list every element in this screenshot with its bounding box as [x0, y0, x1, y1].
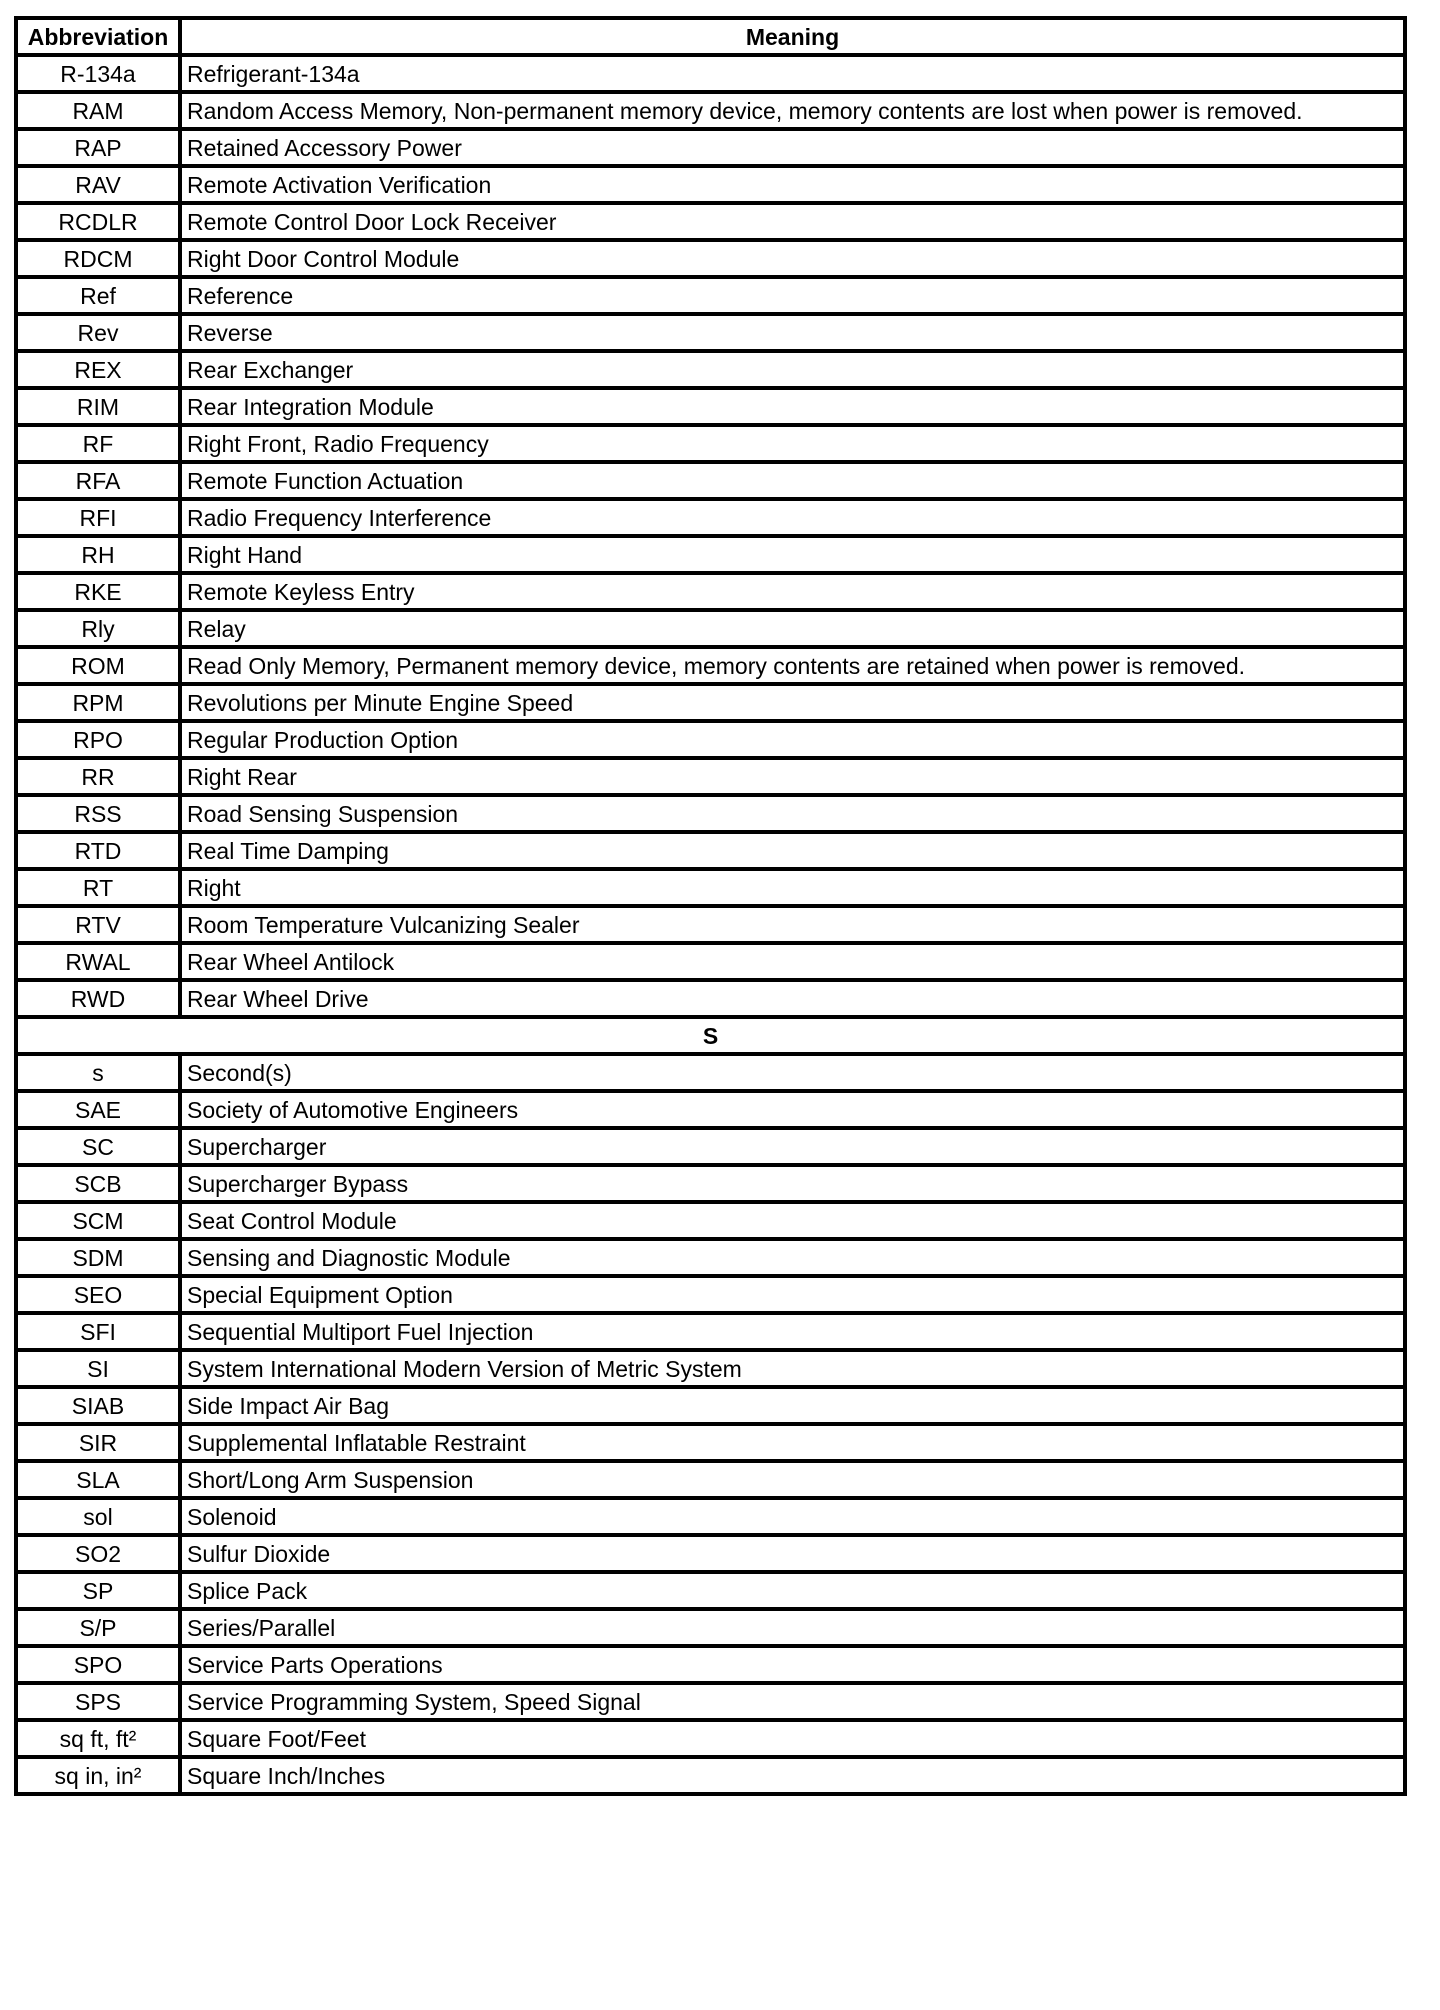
table-row	[16, 1276, 1405, 1313]
meaning-cell: Remote Control Door Lock Receiver	[180, 203, 1405, 240]
table-row	[16, 1609, 1405, 1646]
meaning-cell: Sensing and Diagnostic Module	[180, 1239, 1405, 1276]
table-row	[16, 647, 1405, 684]
meaning-cell: Remote Function Actuation	[180, 462, 1405, 499]
abbreviation-cell: RWAL	[16, 943, 180, 980]
abbreviation-cell: SAE	[16, 1091, 180, 1128]
abbreviation-cell: RSS	[16, 795, 180, 832]
abbreviation-cell: RDCM	[16, 240, 180, 277]
meaning-cell: Supercharger Bypass	[180, 1165, 1405, 1202]
abbreviation-cell: RAP	[16, 129, 180, 166]
table-row	[16, 943, 1405, 980]
meaning-cell: Splice Pack	[180, 1572, 1405, 1609]
meaning-cell: Sulfur Dioxide	[180, 1535, 1405, 1572]
table-row	[16, 92, 1405, 129]
abbreviation-cell: RAV	[16, 166, 180, 203]
meaning-cell: Society of Automotive Engineers	[180, 1091, 1405, 1128]
table-header-row	[16, 18, 1405, 55]
table-row	[16, 573, 1405, 610]
abbreviation-cell: SCM	[16, 1202, 180, 1239]
table-row	[16, 758, 1405, 795]
meaning-cell: Room Temperature Vulcanizing Sealer	[180, 906, 1405, 943]
abbreviation-cell: SEO	[16, 1276, 180, 1313]
meaning-cell: Radio Frequency Interference	[180, 499, 1405, 536]
meaning-cell: Sequential Multiport Fuel Injection	[180, 1313, 1405, 1350]
abbreviation-cell: RWD	[16, 980, 180, 1017]
table-row	[16, 1535, 1405, 1572]
table-row	[16, 203, 1405, 240]
abbreviation-cell: RF	[16, 425, 180, 462]
abbreviation-cell: RH	[16, 536, 180, 573]
abbreviation-cell: SFI	[16, 1313, 180, 1350]
table-row	[16, 166, 1405, 203]
meaning-cell: Solenoid	[180, 1498, 1405, 1535]
table-row	[16, 351, 1405, 388]
meaning-cell: Rear Exchanger	[180, 351, 1405, 388]
meaning-cell: Remote Activation Verification	[180, 166, 1405, 203]
meaning-cell: Square Foot/Feet	[180, 1720, 1405, 1757]
meaning-cell: Reference	[180, 277, 1405, 314]
table-row	[16, 1461, 1405, 1498]
meaning-cell: Real Time Damping	[180, 832, 1405, 869]
abbreviation-cell: RKE	[16, 573, 180, 610]
table-row	[16, 1646, 1405, 1683]
meaning-cell: Supercharger	[180, 1128, 1405, 1165]
abbreviation-cell: sq ft, ft²	[16, 1720, 180, 1757]
table-row	[16, 1720, 1405, 1757]
table-row	[16, 684, 1405, 721]
abbreviation-cell: SI	[16, 1350, 180, 1387]
table-row	[16, 980, 1405, 1017]
meaning-cell: Short/Long Arm Suspension	[180, 1461, 1405, 1498]
table-row	[16, 129, 1405, 166]
table-row	[16, 832, 1405, 869]
abbreviation-cell: REX	[16, 351, 180, 388]
meaning-cell: System International Modern Version of Metric System	[180, 1350, 1405, 1387]
abbreviation-cell: RTD	[16, 832, 180, 869]
table-row	[16, 1350, 1405, 1387]
abbreviation-cell: RAM	[16, 92, 180, 129]
table-row	[16, 906, 1405, 943]
abbreviation-cell: SIAB	[16, 1387, 180, 1424]
table-body	[16, 55, 1405, 1794]
meaning-cell: Square Inch/Inches	[180, 1757, 1405, 1794]
meaning-cell: Refrigerant-134a	[180, 55, 1405, 92]
meaning-cell: Road Sensing Suspension	[180, 795, 1405, 832]
meaning-cell: Regular Production Option	[180, 721, 1405, 758]
abbreviation-cell: R-134a	[16, 55, 180, 92]
table-row	[16, 1091, 1405, 1128]
abbreviation-cell: RTV	[16, 906, 180, 943]
abbreviation-cell: RCDLR	[16, 203, 180, 240]
meaning-cell: Special Equipment Option	[180, 1276, 1405, 1313]
meaning-cell: Random Access Memory, Non-permanent memory device, memory contents are lost when power is removed.	[180, 92, 1405, 129]
abbreviation-cell: SDM	[16, 1239, 180, 1276]
table-row	[16, 1239, 1405, 1276]
meaning-cell: Relay	[180, 610, 1405, 647]
table-row	[16, 1424, 1405, 1461]
meaning-cell: Right Rear	[180, 758, 1405, 795]
abbreviation-cell: RT	[16, 869, 180, 906]
table-row	[16, 1683, 1405, 1720]
table-row	[16, 1498, 1405, 1535]
meaning-cell: Service Parts Operations	[180, 1646, 1405, 1683]
meaning-cell: Second(s)	[180, 1054, 1405, 1091]
meaning-cell: Right Hand	[180, 536, 1405, 573]
table-row	[16, 1165, 1405, 1202]
abbreviation-cell: ROM	[16, 647, 180, 684]
abbreviation-cell: SIR	[16, 1424, 180, 1461]
meaning-cell: Right	[180, 869, 1405, 906]
meaning-cell: Remote Keyless Entry	[180, 573, 1405, 610]
abbreviation-cell: RFI	[16, 499, 180, 536]
abbreviation-cell: sq in, in²	[16, 1757, 180, 1794]
abbreviation-cell: Rev	[16, 314, 180, 351]
meaning-cell: Rear Wheel Antilock	[180, 943, 1405, 980]
meaning-cell: Retained Accessory Power	[180, 129, 1405, 166]
meaning-cell: Seat Control Module	[180, 1202, 1405, 1239]
table-row	[16, 1054, 1405, 1091]
table-row	[16, 1128, 1405, 1165]
abbreviation-cell: s	[16, 1054, 180, 1091]
abbreviation-cell: SP	[16, 1572, 180, 1609]
table-row	[16, 1202, 1405, 1239]
abbreviation-cell: Rly	[16, 610, 180, 647]
table-row	[16, 425, 1405, 462]
meaning-cell: Reverse	[180, 314, 1405, 351]
abbreviation-cell: RPO	[16, 721, 180, 758]
table-row	[16, 462, 1405, 499]
table-row	[16, 1387, 1405, 1424]
abbreviation-cell: RPM	[16, 684, 180, 721]
meaning-column-header: Meaning	[180, 18, 1405, 55]
section-label: S	[16, 1017, 1405, 1054]
abbreviation-table	[14, 16, 1407, 1796]
table-row	[16, 55, 1405, 92]
meaning-cell: Right Front, Radio Frequency	[180, 425, 1405, 462]
meaning-cell: Series/Parallel	[180, 1609, 1405, 1646]
abbreviation-cell: SLA	[16, 1461, 180, 1498]
abbreviation-cell: RFA	[16, 462, 180, 499]
table-row	[16, 536, 1405, 573]
table-row	[16, 1313, 1405, 1350]
meaning-cell: Side Impact Air Bag	[180, 1387, 1405, 1424]
table-row	[16, 240, 1405, 277]
table-row	[16, 314, 1405, 351]
meaning-cell: Supplemental Inflatable Restraint	[180, 1424, 1405, 1461]
table-row	[16, 869, 1405, 906]
meaning-cell: Right Door Control Module	[180, 240, 1405, 277]
abbreviation-cell: S/P	[16, 1609, 180, 1646]
abbreviation-cell: SC	[16, 1128, 180, 1165]
table-row	[16, 388, 1405, 425]
table-row	[16, 795, 1405, 832]
abbreviation-cell: RR	[16, 758, 180, 795]
abbreviation-cell: SPO	[16, 1646, 180, 1683]
abbreviation-cell: sol	[16, 1498, 180, 1535]
meaning-cell: Read Only Memory, Permanent memory device, memory contents are retained when power is removed.	[180, 647, 1405, 684]
abbreviation-cell: Ref	[16, 277, 180, 314]
abbreviation-cell: SPS	[16, 1683, 180, 1720]
table-row	[16, 499, 1405, 536]
abbreviation-column-header: Abbreviation	[16, 18, 180, 55]
abbreviation-cell: SCB	[16, 1165, 180, 1202]
table-row	[16, 1757, 1405, 1794]
table-row	[16, 277, 1405, 314]
abbreviation-cell: SO2	[16, 1535, 180, 1572]
table-row	[16, 721, 1405, 758]
meaning-cell: Revolutions per Minute Engine Speed	[180, 684, 1405, 721]
abbreviation-cell: RIM	[16, 388, 180, 425]
table-row	[16, 610, 1405, 647]
section-header-row	[16, 1017, 1405, 1054]
meaning-cell: Rear Integration Module	[180, 388, 1405, 425]
table-row	[16, 1572, 1405, 1609]
meaning-cell: Service Programming System, Speed Signal	[180, 1683, 1405, 1720]
meaning-cell: Rear Wheel Drive	[180, 980, 1405, 1017]
